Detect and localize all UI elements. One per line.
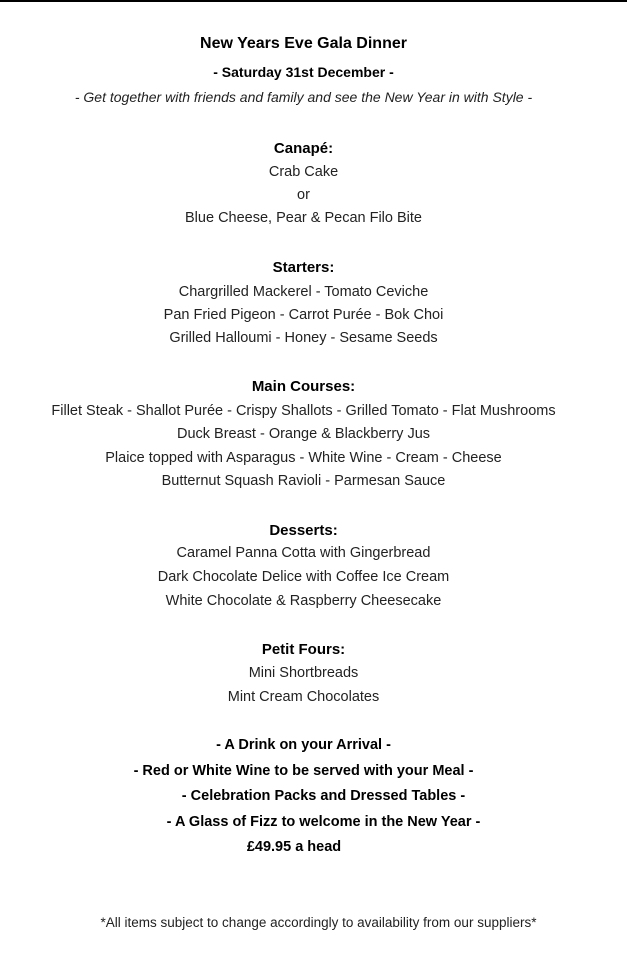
tagline: - Get together with friends and family and see the New Year in with Style - [74, 89, 533, 105]
menu-item: or [297, 187, 310, 203]
menu-item: Fillet Steak - Shallot Purée - Crispy Shallots - Grilled Tomato - Flat Mushrooms [51, 403, 556, 419]
menu-item: Chargrilled Mackerel - Tomato Ceviche [178, 284, 429, 300]
extra-line: - A Drink on your Arrival - [216, 737, 391, 753]
menu-item: Pan Fried Pigeon - Carrot Purée - Bok Choi [163, 307, 444, 323]
menu-title: New Years Eve Gala Dinner [200, 35, 407, 52]
canape-heading: Canapé: [273, 140, 334, 157]
menu-item: Butternut Squash Ravioli - Parmesan Sauce [161, 473, 446, 489]
menu-item: Dark Chocolate Delice with Coffee Ice Cream [157, 569, 450, 585]
menu-item: Duck Breast - Orange & Blackberry Jus [176, 426, 431, 442]
extra-line: - Red or White Wine to be served with your Meal - [133, 763, 474, 779]
footnote: *All items subject to change accordingly to availability from our suppliers* [100, 915, 537, 930]
desserts-heading: Desserts: [269, 522, 338, 539]
event-date: - Saturday 31st December - [213, 64, 394, 80]
mains-heading: Main Courses: [251, 378, 356, 395]
menu-item: White Chocolate & Raspberry Cheesecake [165, 593, 442, 609]
menu-item: Crab Cake [268, 164, 339, 180]
starters-heading: Starters: [272, 259, 335, 276]
top-border [0, 0, 627, 2]
extra-line: - Celebration Packs and Dressed Tables - [181, 788, 466, 804]
petit-fours-heading: Petit Fours: [261, 641, 346, 658]
menu-item: Grilled Halloumi - Honey - Sesame Seeds [169, 330, 438, 346]
menu-item: Mini Shortbreads [248, 665, 359, 681]
extra-line: - A Glass of Fizz to welcome in the New Year - [166, 814, 481, 830]
menu-item: Blue Cheese, Pear & Pecan Filo Bite [185, 210, 422, 226]
menu-item: Mint Cream Chocolates [227, 689, 380, 705]
menu-item: Plaice topped with Asparagus - White Wine - Cream - Cheese [105, 450, 502, 466]
price: £49.95 a head [246, 839, 342, 855]
menu-item: Caramel Panna Cotta with Gingerbread [176, 545, 431, 561]
